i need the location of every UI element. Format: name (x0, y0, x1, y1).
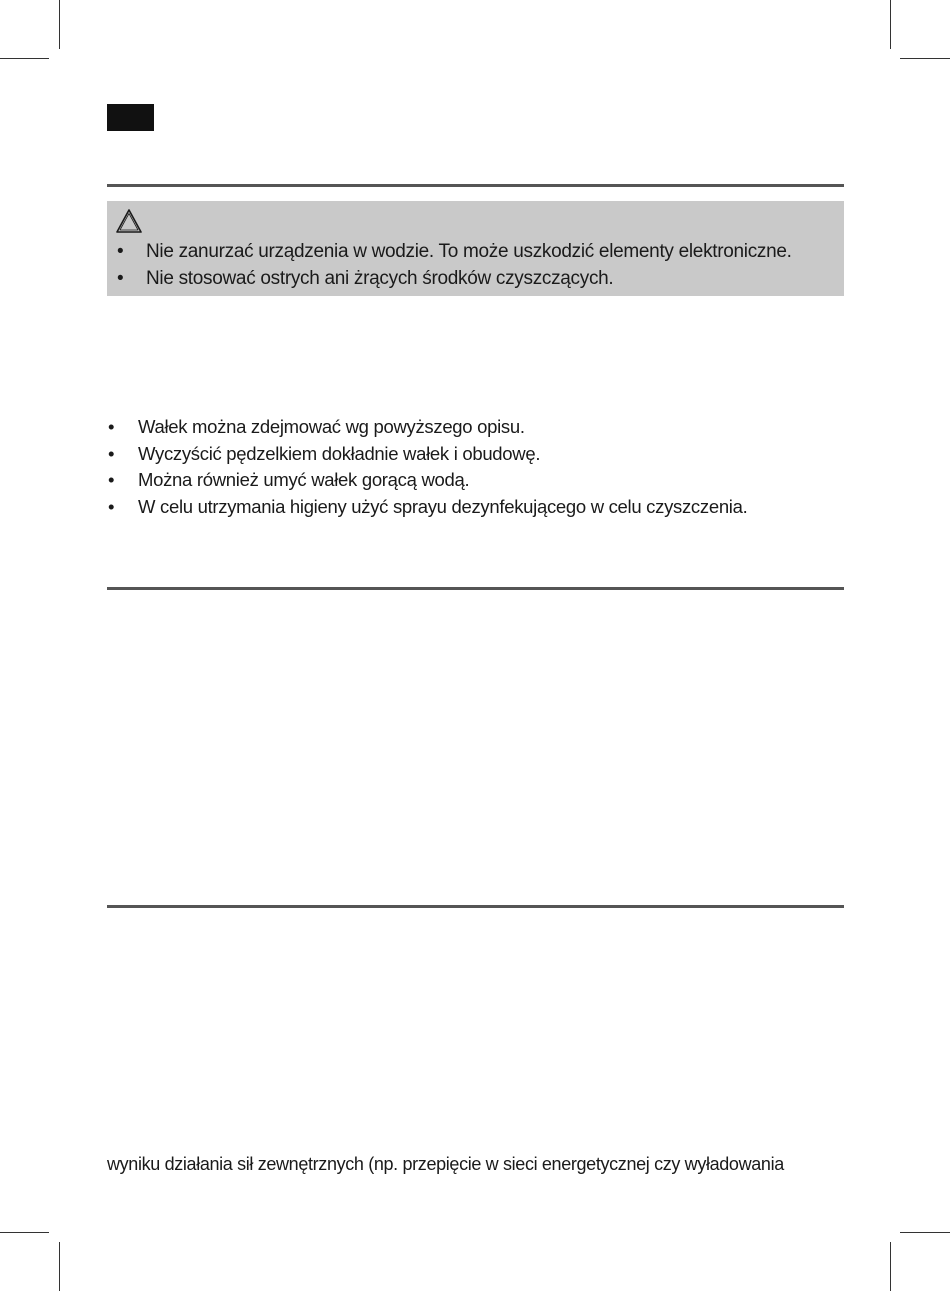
section-divider-top (107, 184, 844, 187)
page-tab-marker (107, 104, 154, 131)
cleaning-item-text: W celu utrzymania higieny użyć sprayu dezynfekującego w celu czyszczenia. (138, 495, 748, 517)
crop-mark-bottom-right-horizontal (900, 1232, 950, 1233)
crop-mark-bottom-left-vertical (59, 1242, 60, 1291)
cleaning-item (107, 494, 747, 521)
bullet: • (117, 268, 124, 289)
crop-mark-top-left-horizontal (0, 58, 49, 59)
crop-mark-bottom-right-vertical (890, 1242, 891, 1291)
cleaning-list (107, 414, 747, 520)
cleaning-item-text: Można również umyć wałek gorącą wodą. (138, 469, 470, 490)
section-divider-bottom (107, 905, 844, 908)
warning-list (107, 238, 792, 292)
cleaning-item (107, 414, 747, 441)
warning-item-text: Nie zanurzać urządzenia w wodzie. To może uszkodzić elementy elektroniczne. (146, 241, 792, 262)
warning-item-text: Nie stosować ostrych ani żrących środków czyszczących. (146, 268, 614, 289)
warning-item (107, 238, 792, 265)
crop-mark-top-left-vertical (59, 0, 60, 49)
bullet: • (108, 442, 115, 464)
crop-mark-top-right-horizontal (900, 58, 950, 59)
crop-mark-top-right-vertical (890, 0, 891, 49)
crop-mark-bottom-left-horizontal (0, 1232, 49, 1233)
cleaning-item (107, 441, 747, 468)
warning-triangle-icon (115, 208, 143, 234)
warning-box (107, 201, 844, 296)
bullet: • (117, 241, 124, 262)
bullet: • (108, 495, 115, 517)
bullet: • (108, 469, 115, 490)
cleaning-item-text: Wyczyścić pędzelkiem dokładnie wałek i obudowę. (138, 442, 541, 464)
bullet: • (108, 416, 115, 437)
cleaning-item-text: Wałek można zdejmować wg powyższego opisu. (138, 416, 525, 437)
body-text-line: wyniku działania sił zewnętrznych (np. przepięcie w sieci energetycznej czy wyładowania (107, 1154, 784, 1174)
section-divider-middle (107, 587, 844, 590)
cleaning-item (107, 467, 747, 494)
warning-item (107, 265, 792, 292)
